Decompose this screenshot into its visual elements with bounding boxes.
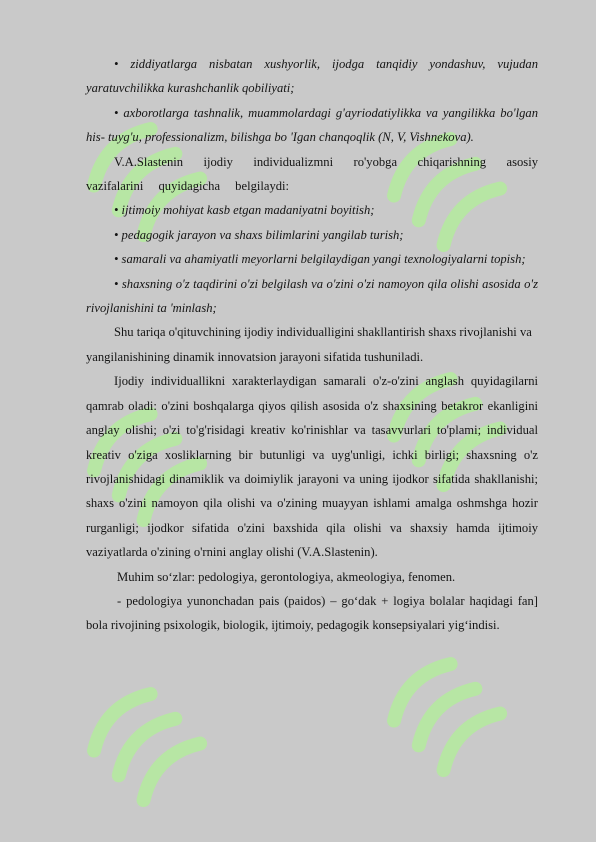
bullet-item-renewal: • pedagogik jarayon va shaxs bilimlarini yangilab turish; bbox=[114, 227, 404, 242]
summary-paragraph: Shu tariqa o'qituvchining ijodiy individualligini shakllantirish shaxs rivojlanishi va yangilanishining dinamik innovatsion jarayoni sifatida tushuniladi. bbox=[86, 325, 532, 364]
bullet-item-culture: • ijtimoiy mohiyat kasb etgan madaniyatni boyitish; bbox=[114, 203, 375, 218]
keywords-line: Muhim so‘zlar: pedologiya, gerontologiya, akmeologiya, fenomen. bbox=[117, 569, 456, 584]
document-body bbox=[86, 52, 538, 638]
bullet-item-vigilance: • ziddiyatlarga nisbatan xushyorlik, ijodga tanqidiy yondashuv, vujudan yaratuvchilikka kurashchanlik qobiliyati; bbox=[86, 57, 538, 96]
bullet-item-technologies: • samarali va ahamiyatli meyorlarni belgilaydigan yangi texnologiyalarni topish; bbox=[114, 252, 526, 267]
slastenin-intro-paragraph: V.A.Slastenin ijodiy individualizmni ro'yobga chiqarishning asosiy vazifalarini quyidagicha belgilaydi: bbox=[86, 154, 538, 194]
self-awareness-paragraph: Ijodiy individuallikni xarakterlaydigan samarali o'z-o'zini anglash quyidagilarni qamrab oladi: o'zini boshqalarga qiyos qilish asosida o'z shaxsining betakror ekanligini anglay olishi; o'zi to'g'risidagi kreativ ko'rinishlar va tasavvurlari to'plami; individual kreativ o'ziga xosliklarning bir butunligi va uyg'unligi, ichki birligi; shaxsning o'z rivojlanishidagi dinamiklik va doimiylik jarayoni va uning ijodkor sifatida shakllanishi; shaxs o'zini namoyon qila olishi va o'zining muayyan ishlami amalga oshmshga hozir rurganligi; ijodkor sifatida o'zini baxshida qila olishi va shaxsiy hamda ijtimoiy vaziyatlarda o'zining o'rnini anglay olishi (V.A.Slastenin). bbox=[86, 374, 538, 560]
bullet-item-self-determination: • shaxsning o'z taqdirini o'zi belgilash va o'zini o'zi namoyon qila olishi asosida o'z rivojlanishini ta 'minlash; bbox=[86, 276, 538, 316]
bullet-item-curiosity: • axborotlarga tashnalik, muammolardagi g'ayriodatiylikka va yangilikka bo'lgan his- tuyg'u, professionalizm, bilishga bo 'Igan chanqoqlik (N, V, Vishnekova). bbox=[86, 105, 538, 145]
pedology-definition: - pedologiya yunonchadan pais (paidos) – go‘dak + logiya bolalar haqidagi fan] bola rivojining psixologik, biologik, ijtimoiy, pedagogik konsepsiyalari yig‘indisi. bbox=[86, 593, 538, 633]
watermark-logo bbox=[360, 630, 520, 790]
watermark-logo bbox=[60, 660, 220, 820]
